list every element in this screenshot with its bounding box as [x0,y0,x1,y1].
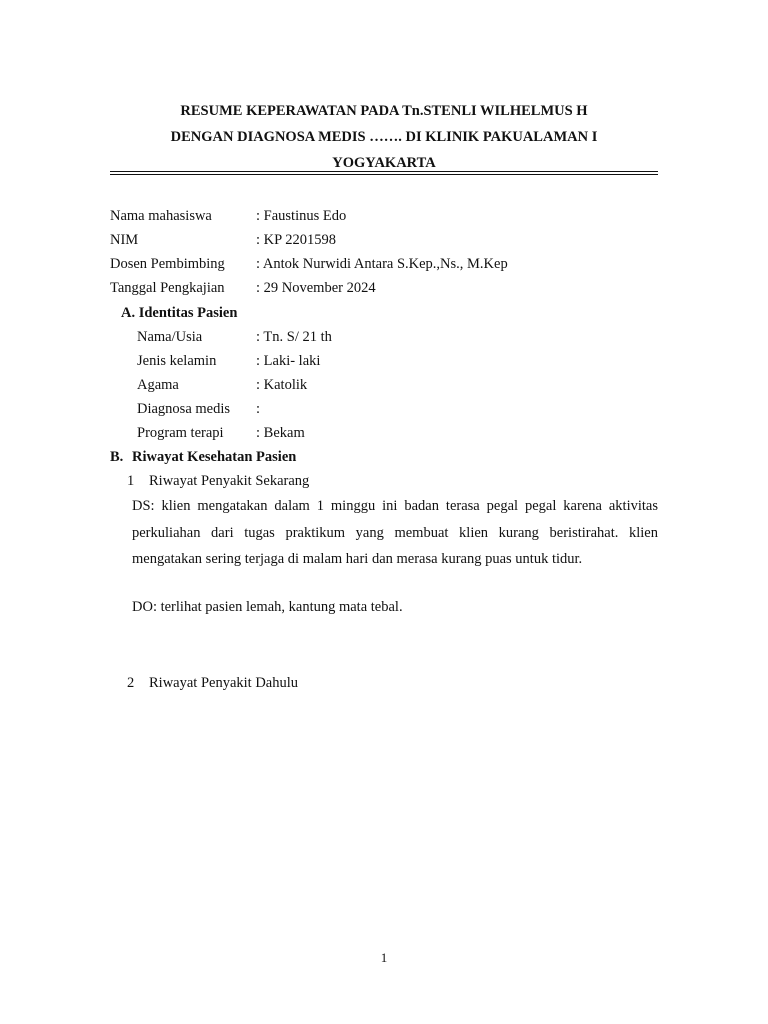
field-value: : Tn. S/ 21 th [256,329,332,345]
subsection-title: Riwayat Penyakit Dahulu [149,675,299,691]
field-value: : [256,401,261,417]
field-value: : KP 2201598 [256,232,337,248]
subsection-title: Riwayat Penyakit Sekarang [149,473,310,489]
field-label: Program terapi [137,425,224,441]
field-label: Jenis kelamin [137,353,217,369]
section-b-marker: B. [110,449,124,465]
section-b-title: Riwayat Kesehatan Pasien [132,449,297,465]
title-rule-bottom [110,174,658,175]
page-number: 1 [380,950,388,965]
field-label: Diagnosa medis [137,401,231,417]
field-label: Tanggal Pengkajian [110,280,225,296]
objective-data-paragraph: DO: terlihat pasien lemah, kantung mata tebal. [132,599,403,615]
section-a-heading: A. Identitas Pasien [121,305,238,321]
field-label: NIM [110,232,139,248]
field-value: : Faustinus Edo [256,208,347,224]
field-value: : Antok Nurwidi Antara S.Kep.,Ns., M.Kep [256,256,508,272]
title-rule-top [110,171,658,172]
subjective-data-paragraph: DS: klien mengatakan dalam 1 minggu ini badan terasa pegal pegal karena aktivitas perkuliahan dari tugas praktikum yang membuat klien kurang beristirahat. klien mengatakan sering terjaga di malam hari dan merasa kurang puas untuk tidur. [132,498,658,567]
field-label: Nama/Usia [137,329,203,345]
title-line-3: YOGYAKARTA [332,155,436,171]
field-label: Dosen Pembimbing [110,256,225,272]
title-line-2: DENGAN DIAGNOSA MEDIS ……. DI KLINIK PAKUALAMAN I [170,129,598,145]
field-value: : Laki- laki [256,353,321,369]
field-value: : 29 November 2024 [256,280,376,296]
title-line-1: RESUME KEPERAWATAN PADA Tn.STENLI WILHELMUS H [180,103,588,119]
field-label: Nama mahasiswa [110,208,212,224]
subsection-number: 1 [127,473,135,489]
subsection-number: 2 [127,675,135,691]
field-value: : Bekam [256,425,305,441]
field-value: : Katolik [256,377,308,393]
field-label: Agama [137,377,179,393]
